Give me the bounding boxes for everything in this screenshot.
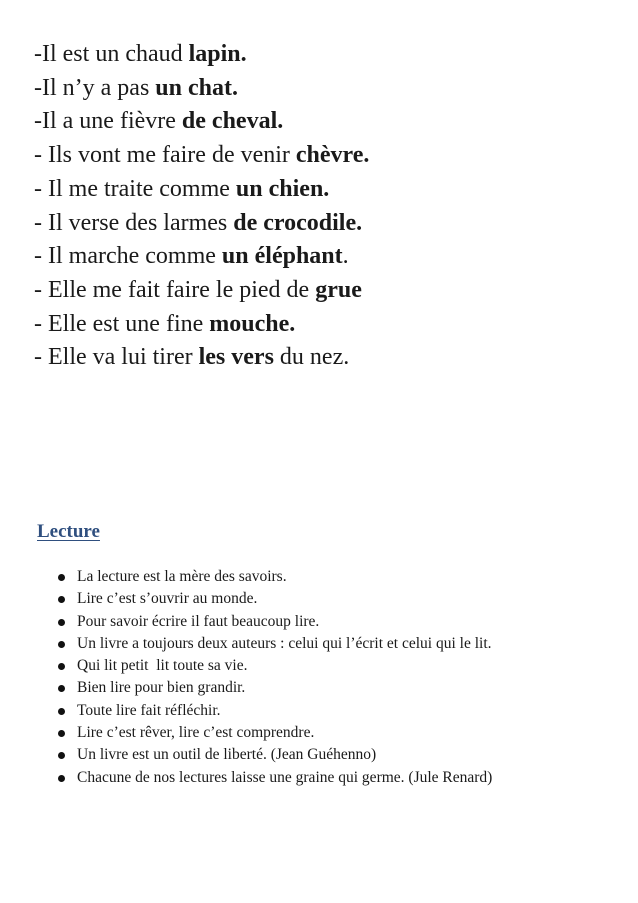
expression-line [34,72,369,106]
expression-text: - Il marche comme [34,243,222,270]
quote-text: Un livre a toujours deux auteurs : celui qui l’écrit et celui qui le lit. [77,634,492,652]
expression-text: - Il me traite comme [34,175,236,202]
expression-text: - Elle est une fine [34,310,210,337]
bullet-icon [58,596,65,603]
expression-suffix: . [342,243,349,270]
list-item [77,611,492,633]
lecture-heading: Lecture [37,521,100,542]
bullet-icon [58,685,65,692]
bullet-icon [58,752,65,759]
expression-highlight: un chien. [235,175,330,202]
list-item [77,566,492,588]
bullet-icon [58,663,65,670]
expression-line [34,139,369,173]
list-item [77,633,492,655]
expression-highlight: chèvre. [295,142,370,169]
list-item [77,677,492,699]
expression-highlight: de crocodile. [233,209,363,236]
bullet-icon [58,775,65,782]
expression-highlight: un chat. [155,74,238,101]
bullet-icon [58,641,65,648]
expression-highlight: grue [315,276,362,303]
expression-text: -Il n’y a pas [34,74,156,101]
quote-text: Un livre est un outil de liberté. (Jean Guéhenno) [77,746,377,764]
expression-suffix: du nez. [273,344,350,371]
quote-text: Pour savoir écrire il faut beaucoup lire. [77,612,320,630]
expression-text: - Elle va lui tirer [34,344,199,371]
list-item [77,722,492,744]
quote-text: La lecture est la mère des savoirs. [77,568,287,585]
quote-text: Bien lire pour bien grandir. [77,679,246,697]
expression-highlight: un éléphant [221,243,343,270]
bullet-icon [58,708,65,715]
expression-text: - Il verse des larmes [34,209,234,236]
expression-highlight: lapin. [188,41,247,67]
quote-text: Toute lire fait réfléchir. [77,701,221,719]
expression-text: -Il est un chaud [34,41,189,67]
quote-text: Lire c’est rêver, lire c’est comprendre. [77,724,315,742]
expression-line [34,308,369,342]
list-item [77,767,492,789]
bullet-icon [58,574,65,581]
list-item [77,700,492,722]
quote-text: Lire c’est s’ouvrir au monde. [77,590,258,608]
bullet-icon [58,730,65,737]
expression-highlight: mouche. [209,310,296,337]
list-item [77,744,492,766]
expression-line [34,341,369,375]
expression-line [34,274,369,308]
expression-line [34,173,369,207]
quote-text: Qui lit petit lit toute sa vie. [77,657,248,675]
expression-text: - Elle me fait faire le pied de [34,276,316,303]
quote-text: Chacune de nos lectures laisse une graine qui germe. (Jule Renard) [77,768,493,786]
list-item [77,655,492,677]
expression-text: -Il a une fièvre [34,108,182,135]
expression-line [34,240,369,274]
expression-text: - Ils vont me faire de venir [34,142,296,169]
lecture-quotes-list [77,566,492,789]
bullet-icon [58,619,65,626]
expression-line [34,105,369,139]
expression-highlight: les vers [198,344,274,371]
list-item [77,588,492,610]
expression-line [34,207,369,241]
expressions-list [34,38,369,375]
expression-highlight: de cheval. [181,108,284,135]
expression-line [34,38,369,72]
